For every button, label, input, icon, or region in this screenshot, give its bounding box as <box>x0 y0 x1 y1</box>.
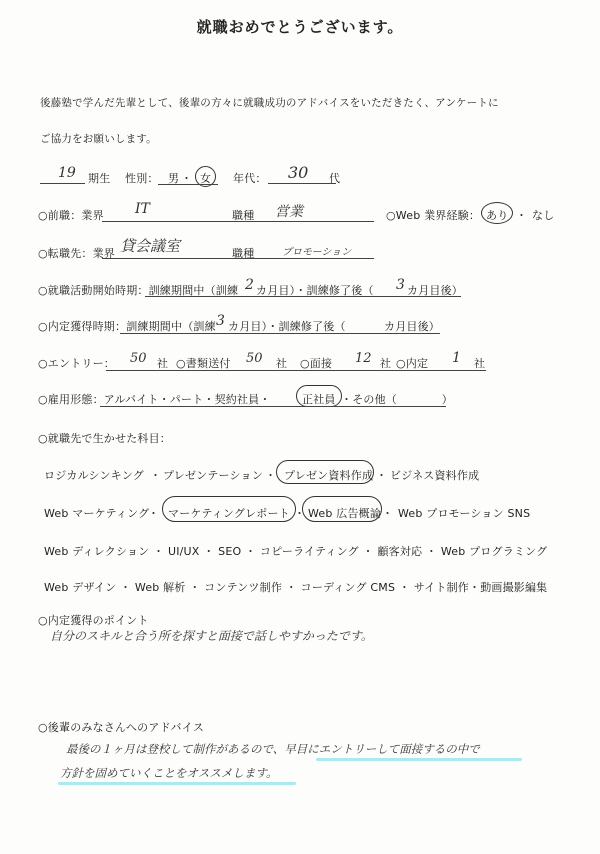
gender-male: 男 <box>168 172 180 185</box>
term-underline <box>40 183 85 184</box>
age-suffix: 代 <box>329 172 341 185</box>
employment-label: ○雇用形態：アルバイト・パート・契約社員・ <box>38 393 271 406</box>
advice-heading: ○後輩のみなさんへのアドバイス <box>38 721 205 734</box>
offer-count-unit: 社 <box>474 357 486 370</box>
intro-line-1: 後藤塾で学んだ先輩として、後輩の方々に就職成功のアドバイスをいただきたく、アンケートに <box>40 97 499 109</box>
previous-job-type-value: 営業 <box>275 204 303 220</box>
web-experience-yes: あり <box>486 209 509 222</box>
term-suffix: 期生 <box>88 172 111 185</box>
subject-sep: ・ <box>148 507 160 520</box>
age-underline <box>268 183 336 184</box>
subject-sep: ・ <box>265 469 277 482</box>
subjects-heading: ○就職先で生かせた科目： <box>38 432 171 445</box>
advice-line-2: 方針を固めていくことをオススメします。 <box>60 766 278 780</box>
employment-underline <box>100 406 446 407</box>
entry-value: 50 <box>130 351 147 366</box>
gender-underline <box>158 184 218 185</box>
subject-web-marketing: Web マーケティング <box>44 507 150 520</box>
age-value: 30 <box>288 163 309 182</box>
job-hunt-start-underline <box>145 296 461 297</box>
gender-label: 性別： <box>125 172 159 185</box>
previous-job-label: ○前職：業界 <box>38 209 104 222</box>
gender-female: 女 <box>200 172 212 185</box>
offer-timing-underline <box>120 333 440 334</box>
offer-timing-months-during: 3 <box>216 313 225 329</box>
intro-line-2: ご協力をお願いします。 <box>40 133 157 145</box>
subject-presentation: プレゼンテーション <box>163 469 263 482</box>
new-job-underline <box>102 258 374 259</box>
advice-highlight-2 <box>58 782 296 785</box>
previous-industry-value: IT <box>135 201 150 217</box>
subjects-row-3: Web ディレクション ・ UI/UX ・ SEO ・ コピーライティング ・ 顧客対応 ・ Web プログラミング <box>44 545 548 558</box>
counts-underline <box>106 370 486 371</box>
web-experience-sep: ・ <box>516 209 528 222</box>
gender-dot: ・ <box>181 172 193 185</box>
web-experience-selected-circle <box>481 202 513 224</box>
subjects-row-4: Web デザイン ・ Web 解析 ・ コンテンツ制作 ・ コーディング CMS ・ サイト制作・動画撮影編集 <box>44 581 548 594</box>
subject-selected-circle <box>302 496 382 522</box>
page-title: 就職おめでとうございます。 <box>196 18 404 36</box>
interview-label: ○面接 <box>300 357 333 370</box>
offer-timing-label: ○内定獲得時期：訓練期間中（訓練 <box>38 320 216 333</box>
subject-sep: ・ <box>376 469 388 482</box>
job-hunt-start-end: カ月目後） <box>407 284 463 297</box>
subject-business-docs: ビジネス資料作成 <box>390 469 480 482</box>
subject-selected-circle <box>276 460 374 484</box>
advice-highlight-1 <box>316 758 522 761</box>
job-hunt-start-label: ○就職活動開始時期：訓練期間中（訓練 <box>38 284 239 297</box>
docs-value: 50 <box>246 351 263 366</box>
docs-unit: 社 <box>276 357 288 370</box>
subject-marketing-report: マーケティングレポート <box>168 507 290 520</box>
offer-points-answer: 自分のスキルと合う所を探すと面接で話しやすかったです。 <box>50 629 373 643</box>
term-value: 19 <box>58 165 76 181</box>
subject-selected-circle <box>162 496 296 522</box>
previous-job-type-label: 職種 <box>232 209 255 222</box>
interview-value: 12 <box>355 351 372 366</box>
subject-web-promotion-sns: Web プロモーション SNS <box>398 507 531 520</box>
employment-selected-circle <box>296 385 342 407</box>
offer-count-label: ○内定 <box>396 357 429 370</box>
web-experience-label: ○Web 業界経験： <box>386 209 481 222</box>
entry-unit: 社 <box>157 357 169 370</box>
job-hunt-months-during: 2 <box>245 277 254 293</box>
offer-timing-mid: カ月目）・訓練修了後（ <box>228 320 346 333</box>
subject-sep: ・ <box>382 507 394 520</box>
docs-label: ○書類送付 <box>176 357 231 370</box>
offer-count-value: 1 <box>452 350 461 366</box>
subject-sep: ・ <box>150 469 162 482</box>
subject-web-ads: Web 広告概論 <box>308 507 382 520</box>
new-job-type-label: 職種 <box>232 247 255 260</box>
interview-unit: 社 <box>380 357 392 370</box>
offer-timing-end: カ月目後） <box>384 320 440 333</box>
new-job-label: ○転職先：業界 <box>38 247 115 260</box>
job-hunt-months-after: 3 <box>396 277 405 293</box>
web-experience-no: なし <box>532 209 555 222</box>
employment-rest: ・その他（ ） <box>341 393 453 406</box>
offer-points-heading: ○内定獲得のポイント <box>38 614 149 627</box>
new-industry-value: 貸会議室 <box>120 237 181 255</box>
subject-presentation-docs: プレゼン資料作成 <box>284 469 374 482</box>
subject-sep: ・ <box>294 507 306 520</box>
job-hunt-start-mid: カ月目）・訓練修了後（ <box>256 284 374 297</box>
entry-label: ○エントリー： <box>38 357 115 370</box>
age-label: 年代： <box>233 172 267 185</box>
previous-job-underline <box>102 221 374 222</box>
advice-line-1: 最後の１ヶ月は登校して制作があるので、早目にエントリーして面接するの中で <box>66 742 480 756</box>
employment-selected: 正社員 <box>302 393 336 406</box>
new-job-type-value: プロモーション <box>282 247 352 258</box>
subject-logical-thinking: ロジカルシンキング <box>44 469 144 482</box>
